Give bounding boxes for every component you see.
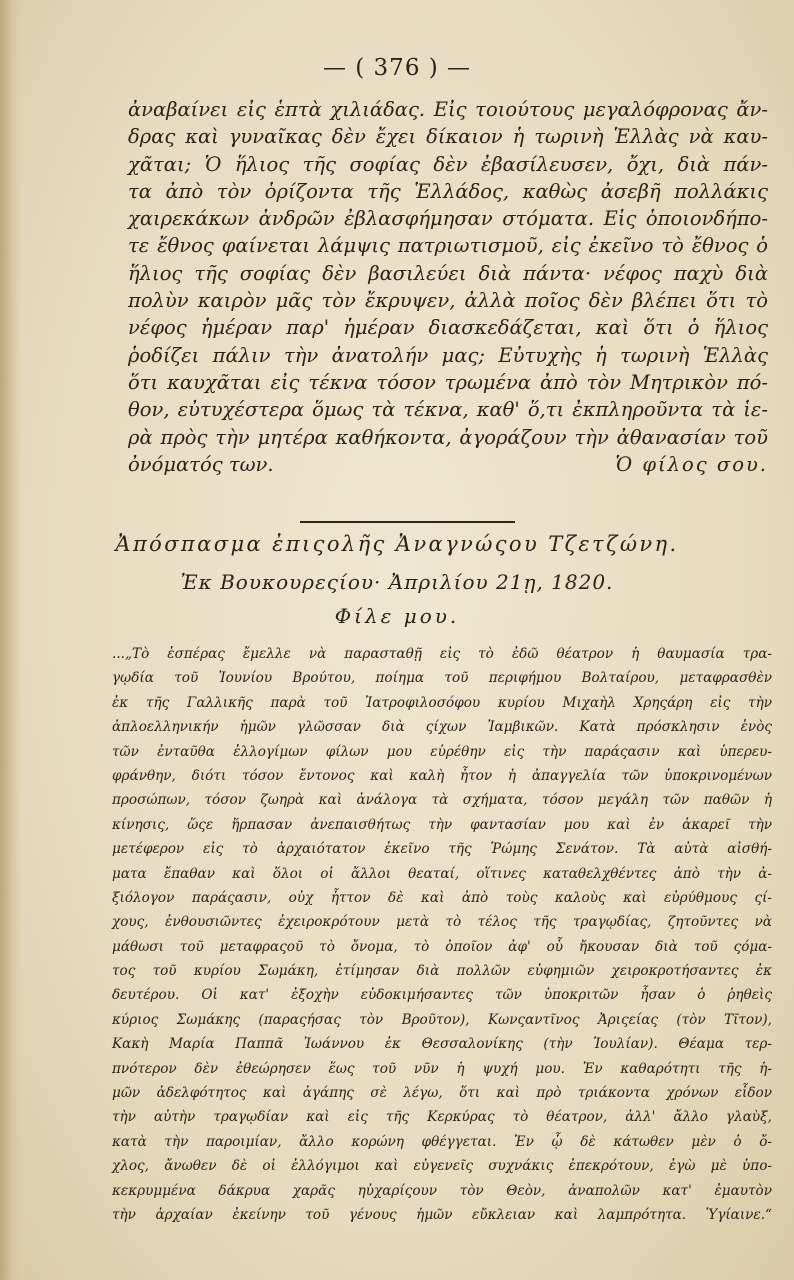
text-line: δρας καὶ γυναῖκας δὲν ἔχει δίκαιον ἡ τωρινὴ Ἑλλὰς νὰ καυ- — [128, 125, 768, 149]
letter-line: ἐκ τῆς Γαλλικῆς παρὰ τοῦ Ἰατροφιλοσόφου κυρίου Μιχαὴλ Χρηςάρη εἰς τὴν — [112, 694, 772, 711]
letter-line: τὴν ἀρχαίαν ἐκείνην τοῦ γένους ἡμῶν εὔκλειαν καὶ λαμπρότητα. Ὑγίαινε.“ — [112, 1206, 772, 1223]
text-line: χαιρεκάκων ἀνδρῶν ἐβλασφήμησαν στόματα. Εἰς ὁποιονδήπο- — [128, 207, 768, 231]
section-divider — [300, 521, 515, 523]
letter-line: ἀπλοελληνικήν ἡμῶν γλῶσσαν διὰ ςίχων Ἰαμβικῶν. Κατὰ πρόσκλησιν ἑνὸς — [112, 719, 772, 736]
letter-line: πνότερον δὲν ἐθεώρησεν ἕως τοῦ νῦν ἡ ψυχή μου. Ἐν καθαρότητι τῆς ἡ- — [112, 1060, 772, 1077]
body-paragraph — [128, 96, 768, 478]
letter-line: κατὰ τὴν παροιμίαν, ἄλλο κορώνη φθέγγεται. Ἐν ᾧ δὲ κάτωθεν μὲν ὁ ὄ- — [112, 1133, 772, 1150]
text-line: ῥοδίζει πάλιν τὴν ἀνατολήν μας; Εὐτυχὴς ἡ τωρινὴ Ἑλλὰς — [128, 343, 768, 367]
letter-line: μῶν ἀδελφότητος καὶ ἀγάπης σὲ λέγω, ὅτι καὶ πρὸ τριάκοντα χρόνων εἶδον — [112, 1085, 772, 1102]
excerpt-title: Ἀπόσπασμα ἐπιςολῆς Ἀναγνώςου Τζετζώνη. — [115, 532, 679, 556]
text-line-end: ὀνόματός των. — [128, 452, 274, 476]
text-line: τα ἀπὸ τὸν ὁρίζοντα τῆς Ἑλλάδος, καθὼς ἀσεβῆ πολλάκις — [128, 179, 768, 203]
letter-line: δευτέρου. Οἱ κατ' ἐξοχὴν εὐδοκιμήσαντες τῶν ὑποκριτῶν ἦσαν ὁ ῥηθεὶς — [112, 987, 772, 1004]
letter-line: Κακὴ Μαρία Παππᾶ Ἰωάννου ἐκ Θεσσαλονίκης (τὴν Ἰουλίαν). Θέαμα τερ- — [112, 1036, 772, 1053]
letter-text — [112, 642, 772, 1227]
letter-line: τῶν ἐνταῦθα ἐλλογίμων φίλων μου εὑρέθην εἰς τὴν παράςασιν καὶ ὑπερευ- — [112, 743, 772, 760]
letter-line: κεκρυμμένα δάκρυα χαρᾶς ηὐχαρίςουν τὸν Θεὸν, ἀναπολῶν κατ' ἐμαυτὸν — [112, 1182, 772, 1199]
text-line: νέφος ἡμέραν παρ' ἡμέραν διασκεδάζεται, καὶ ὅτι ὁ ἥλιος — [128, 316, 768, 340]
text-line: ὅτι καυχᾶται εἰς τέκνα τόσον τρωμένα ἀπὸ τὸν Μητρικὸν πό- — [128, 370, 768, 394]
page-number: — ( 376 ) — — [322, 55, 472, 81]
text-line: πολὺν καιρὸν μᾶς τὸν ἔκρυψεν, ἀλλὰ ποῖος δὲν βλέπει ὅτι τὸ — [128, 289, 768, 313]
letter-line: γῳδία τοῦ Ἰουνίου Βρούτου, ποίημα τοῦ περιφήμου Βολταίρου, μεταφρασθὲν — [112, 670, 772, 687]
letter-line: μετέφερον εἰς τὸ ἀρχαιότατον ἐκεῖνο τῆς Ῥώμης Σενάτον. Τὰ αὐτὰ αἰσθή- — [112, 841, 772, 858]
text-line: ἀναβαίνει εἰς ἑπτὰ χιλιάδας. Εἰς τοιούτους μεγαλόφρονας ἄν- — [128, 98, 768, 121]
letter-line: τος τοῦ κυρίου Σωμάκη, ἐτίμησαν διὰ πολλῶν εὐφημιῶν χειροκροτήσαντες ἐκ — [112, 963, 772, 980]
text-line: θον, εὐτυχέστερα ὅμως τὰ τέκνα, καθ' ὅ,τι ἐκπληροῦντα τὰ ἱε- — [128, 398, 768, 422]
letter-line: φράνθην, διότι τόσον ἔντονος καὶ καλὴ ἦτον ἡ ἀπαγγελία τῶν ὑποκρινομένων — [112, 767, 772, 784]
letter-line: μάθωσι τοῦ μεταφραςοῦ τὸ ὄνομα, τὸ ὁποῖον ἀφ' οὗ ἤκουσαν διὰ τοῦ ςόμα- — [112, 938, 772, 955]
letter-line: κύριος Σωμάκης (παραςήσας τὸν Βροῦτον), Κωνςαντῖνος Ἀριςείας (τὸν Τῖτον), — [112, 1011, 772, 1028]
salutation: Φίλε μου. — [334, 604, 460, 628]
page-gutter — [0, 0, 22, 1280]
letter-line: χους, ἐνθουσιῶντες ἐχειροκρότουν μετὰ τὸ τέλος τῆς τραγῳδίας, ζητοῦντες νὰ — [112, 914, 772, 931]
text-line: χᾶται; Ὁ ἥλιος τῆς σοφίας δὲν ἐβασίλευσεν, ὄχι, διὰ πάν- — [128, 152, 768, 176]
place-date: Ἐκ Βουκουρεςίου· Ἀπριλίου 21ῃ, 1820. — [180, 570, 614, 594]
letter-line: ...„Τὸ ἑσπέρας ἔμελλε νὰ παρασταθῇ εἰς τὸ ἐδῶ θέατρον ἡ θαυμασία τρα- — [112, 646, 772, 662]
letter-line: προσώπων, τόσον ζωηρὰ καὶ ἀνάλογα τὰ σχήματα, τόσον μεγάλη τῶν παθῶν ἡ — [112, 792, 772, 809]
letter-line: ματα ἔπαθαν καὶ ὅλοι οἱ ἄλλοι θεαταί, οἵτινες καταθελχθέντες ἀπὸ τὴν ἀ- — [112, 865, 772, 882]
closing-line — [128, 451, 768, 478]
signoff: Ὁ φίλος σου. — [615, 452, 768, 476]
letter-line: τὴν αὐτὴν τραγῳδίαν καὶ εἰς τῆς Κερκύρας τὸ θέατρον, ἀλλ' ἄλλο γλαὺξ, — [112, 1109, 772, 1126]
text-line: ἥλιος τῆς σοφίας δὲν βασιλεύει διὰ πάντα· νέφος παχὺ διὰ — [128, 261, 768, 285]
text-line: ρὰ πρὸς τὴν μητέρα καθήκοντα, ἀγοράζουν τὴν ἀθανασίαν τοῦ — [128, 425, 768, 449]
letter-line: ξιόλογον παράςασιν, οὐχ ἧττον δὲ καὶ ἀπὸ τοὺς καλοὺς καὶ εὐρύθμους ςί- — [112, 889, 772, 906]
text-line: τε ἔθνος φαίνεται λάμψις πατριωτισμοῦ, εἰς ἐκεῖνο τὸ ἔθνος ὁ — [128, 234, 768, 258]
letter-line: χλος, ἄνωθεν δὲ οἱ ἐλλόγιμοι καὶ εὐγενεῖς συχνάκις ἐπεκρότουν, ἐγὼ μὲ ὑπο- — [112, 1158, 772, 1175]
letter-line: κίνησις, ὥςε ἥρπασαν ἀνεπαισθήτως τὴν φαντασίαν μου καὶ ἐν ἀκαρεῖ τὴν — [112, 816, 772, 833]
